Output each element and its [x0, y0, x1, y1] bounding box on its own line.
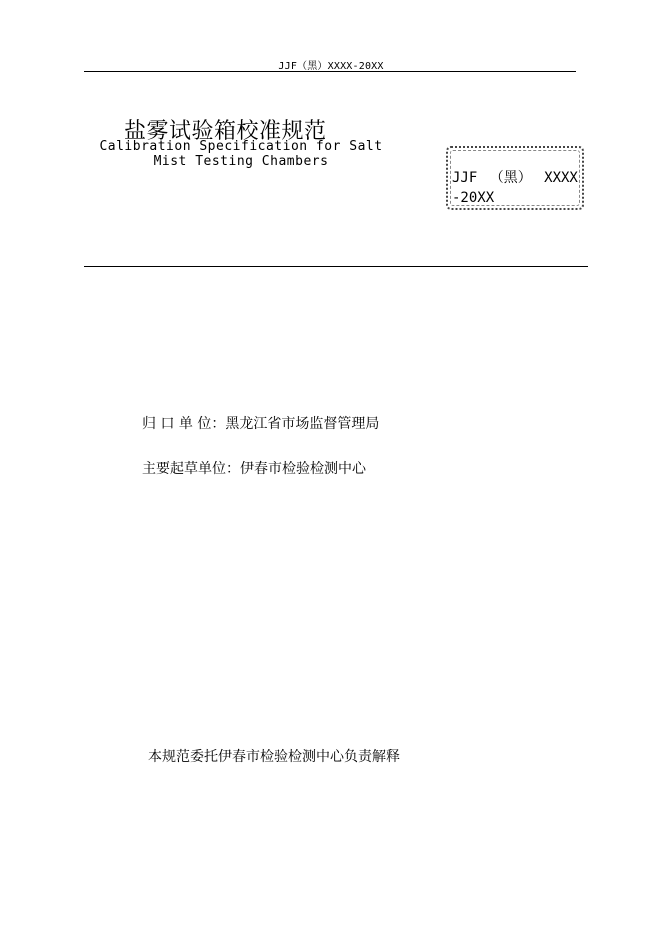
document-title-chinese: 盐雾试验箱校准规范 — [124, 119, 327, 144]
document-title-english: Calibration Specification for Salt Mist Testing Chambers — [99, 139, 383, 169]
interpretation-note: 本规范委托伊春市检验检测中心负责解释 — [148, 749, 400, 765]
drafter-value: 伊春市检验检测中心 — [240, 461, 366, 477]
drafter-line — [142, 458, 366, 478]
header-code: JJF（黑）XXXX-20XX — [278, 61, 384, 72]
specification-code: JJF （黑） XXXX-20XX — [452, 170, 578, 206]
specification-code-box — [446, 146, 584, 210]
title-divider — [84, 266, 588, 267]
authority-line — [142, 413, 379, 433]
authority-value: 黑龙江省市场监督管理局 — [225, 416, 380, 432]
header-divider — [84, 71, 576, 72]
drafter-label: 主要起草单位： — [142, 461, 240, 477]
authority-label: 归 口 单 位： — [142, 416, 226, 432]
